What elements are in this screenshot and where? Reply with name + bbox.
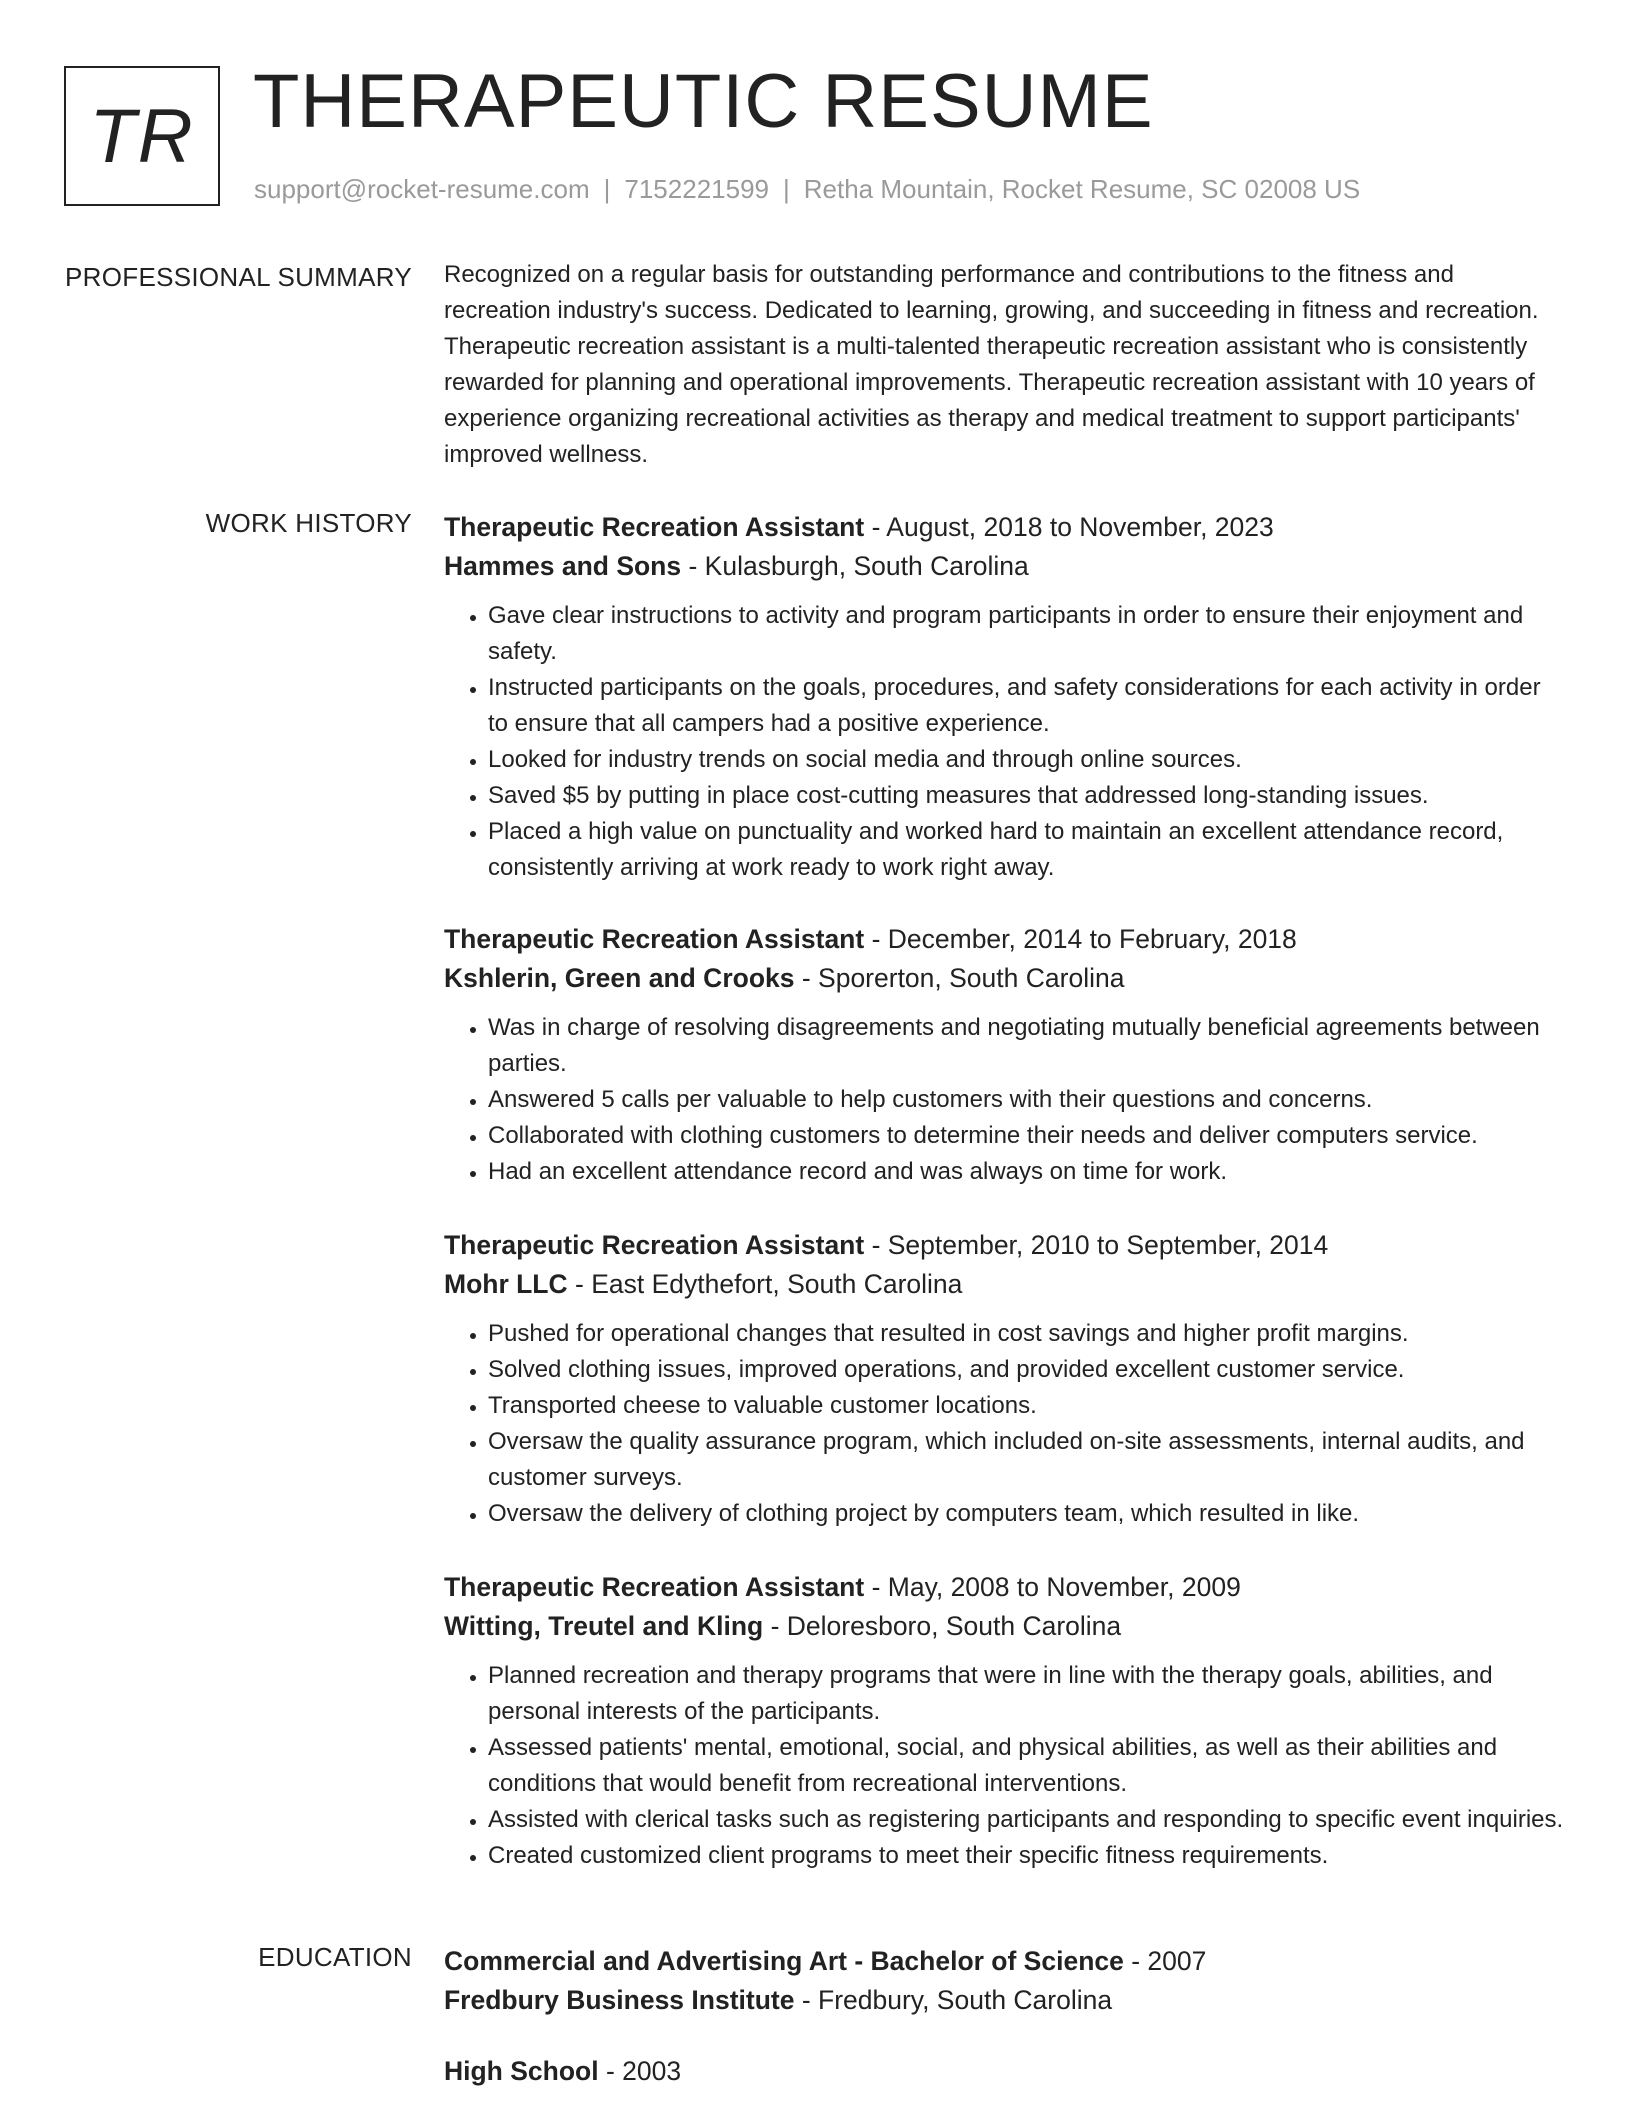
education-degree: High School <box>444 2056 599 2086</box>
job-title-line <box>444 920 1564 959</box>
resume-name: THERAPEUTIC RESUME <box>253 59 1154 144</box>
summary-text: Recognized on a regular basis for outstanding performance and contributions to the fitness and recreation industry's success. Dedicated to learning, growing, and succeeding in fitness and recreation. Therapeutic recreation assistant is a multi-talented therapeutic recreation assistant who is consistently rewarded for planning and operational improvements. Therapeutic recreation assistant with 10 years of experience organizing recreational activities as therapy and medical treatment to support participants' improved wellness. <box>444 261 1539 468</box>
contact-line <box>254 174 1360 205</box>
job-bullets <box>444 598 1564 886</box>
section-label-summary: PROFESSIONAL SUMMARY <box>65 262 412 292</box>
job-title: Therapeutic Recreation Assistant <box>444 1572 865 1602</box>
contact-separator: | <box>783 174 790 204</box>
section-label-education: EDUCATION <box>258 1942 412 1972</box>
job-location: - Kulasburgh, South Carolina <box>681 551 1029 581</box>
job-company-line <box>444 959 1564 998</box>
job-bullet: • Answered 5 calls per valuable to help customers with their questions and concerns. <box>488 1082 1564 1118</box>
contact-email: support@rocket-resume.com <box>254 174 590 204</box>
education-degree-line <box>444 2052 1564 2091</box>
job-bullet: • Transported cheese to valuable customer locations. <box>488 1388 1564 1424</box>
contact-address: Retha Mountain, Rocket Resume, SC 02008 US <box>803 174 1361 204</box>
monogram-initials: TR <box>89 93 195 179</box>
contact-separator: | <box>603 174 611 204</box>
job-bullet: • Looked for industry trends on social media and through online sources. <box>488 742 1564 778</box>
job-bullet: • Oversaw the quality assurance program, which included on-site assessments, internal audits, and customer surveys. <box>488 1424 1564 1496</box>
education-year: - 2007 <box>1123 1946 1207 1976</box>
job-company: Witting, Treutel and Kling <box>444 1611 764 1641</box>
job-bullet: • Was in charge of resolving disagreements and negotiating mutually beneficial agreements between parties. <box>488 1010 1564 1082</box>
job-bullets <box>444 1316 1564 1532</box>
job-company: Hammes and Sons <box>444 551 682 581</box>
job-dates: - September, 2010 to September, 2014 <box>864 1230 1329 1260</box>
education-location: - Fredbury, South Carolina <box>794 1985 1113 2015</box>
job-bullet: • Gave clear instructions to activity and program participants in order to ensure their enjoyment and safety. <box>488 598 1564 670</box>
contact-phone: 7152221599 <box>624 174 769 204</box>
job-dates: - May, 2008 to November, 2009 <box>864 1572 1241 1602</box>
job-bullet: • Assessed patients' mental, emotional, social, and physical abilities, as well as their abilities and conditions that would benefit from recreational interventions. <box>488 1730 1564 1802</box>
job-dates: - December, 2014 to February, 2018 <box>864 924 1297 954</box>
monogram-box <box>64 66 220 206</box>
education-degree: Commercial and Advertising Art - Bachelor of Science <box>444 1946 1124 1976</box>
job-title-line <box>444 1568 1564 1607</box>
job-location: - Sporerton, South Carolina <box>794 963 1125 993</box>
job-bullet: • Planned recreation and therapy programs that were in line with the therapy goals, abilities, and personal interests of the participants. <box>488 1658 1564 1730</box>
education-school-line <box>444 1981 1564 2020</box>
section-label-work-history: WORK HISTORY <box>205 508 412 538</box>
job-bullet: • Saved $5 by putting in place cost-cutting measures that addressed long-standing issues. <box>488 778 1564 814</box>
job-bullet: • Assisted with clerical tasks such as registering participants and responding to specific event inquiries. <box>488 1802 1564 1838</box>
job-bullet: • Pushed for operational changes that resulted in cost savings and higher profit margins. <box>488 1316 1564 1352</box>
job-company: Kshlerin, Green and Crooks <box>444 963 795 993</box>
education-school: Fredbury Business Institute <box>444 1985 795 2015</box>
job-title-line <box>444 1226 1564 1265</box>
job-location: - East Edythefort, South Carolina <box>567 1269 963 1299</box>
job-location: - Deloresboro, South Carolina <box>763 1611 1122 1641</box>
job-bullet: • Created customized client programs to meet their specific fitness requirements. <box>488 1838 1564 1874</box>
job-title: Therapeutic Recreation Assistant <box>444 924 865 954</box>
job-title: Therapeutic Recreation Assistant <box>444 512 865 542</box>
job-bullet: • Placed a high value on punctuality and worked hard to maintain an excellent attendance record, consistently arriving at work ready to work right away. <box>488 814 1564 886</box>
job-bullet: • Collaborated with clothing customers to determine their needs and deliver computers service. <box>488 1118 1564 1154</box>
job-title: Therapeutic Recreation Assistant <box>444 1230 865 1260</box>
job-bullet: • Solved clothing issues, improved operations, and provided excellent customer service. <box>488 1352 1564 1388</box>
job-title-line <box>444 508 1564 547</box>
job-bullet: • Oversaw the delivery of clothing project by computers team, which resulted in like. <box>488 1496 1564 1532</box>
education-degree-line <box>444 1942 1564 1981</box>
job-company-line <box>444 1607 1564 1646</box>
job-bullet: • Instructed participants on the goals, procedures, and safety considerations for each activity in order to ensure that all campers had a positive experience. <box>488 670 1564 742</box>
job-company-line <box>444 547 1564 586</box>
job-company-line <box>444 1265 1564 1304</box>
job-dates: - August, 2018 to November, 2023 <box>864 512 1274 542</box>
job-company: Mohr LLC <box>444 1269 568 1299</box>
job-bullet: • Had an excellent attendance record and was always on time for work. <box>488 1154 1564 1190</box>
education-year: - 2003 <box>598 2056 682 2086</box>
job-bullets <box>444 1010 1564 1190</box>
job-bullets <box>444 1658 1564 1874</box>
